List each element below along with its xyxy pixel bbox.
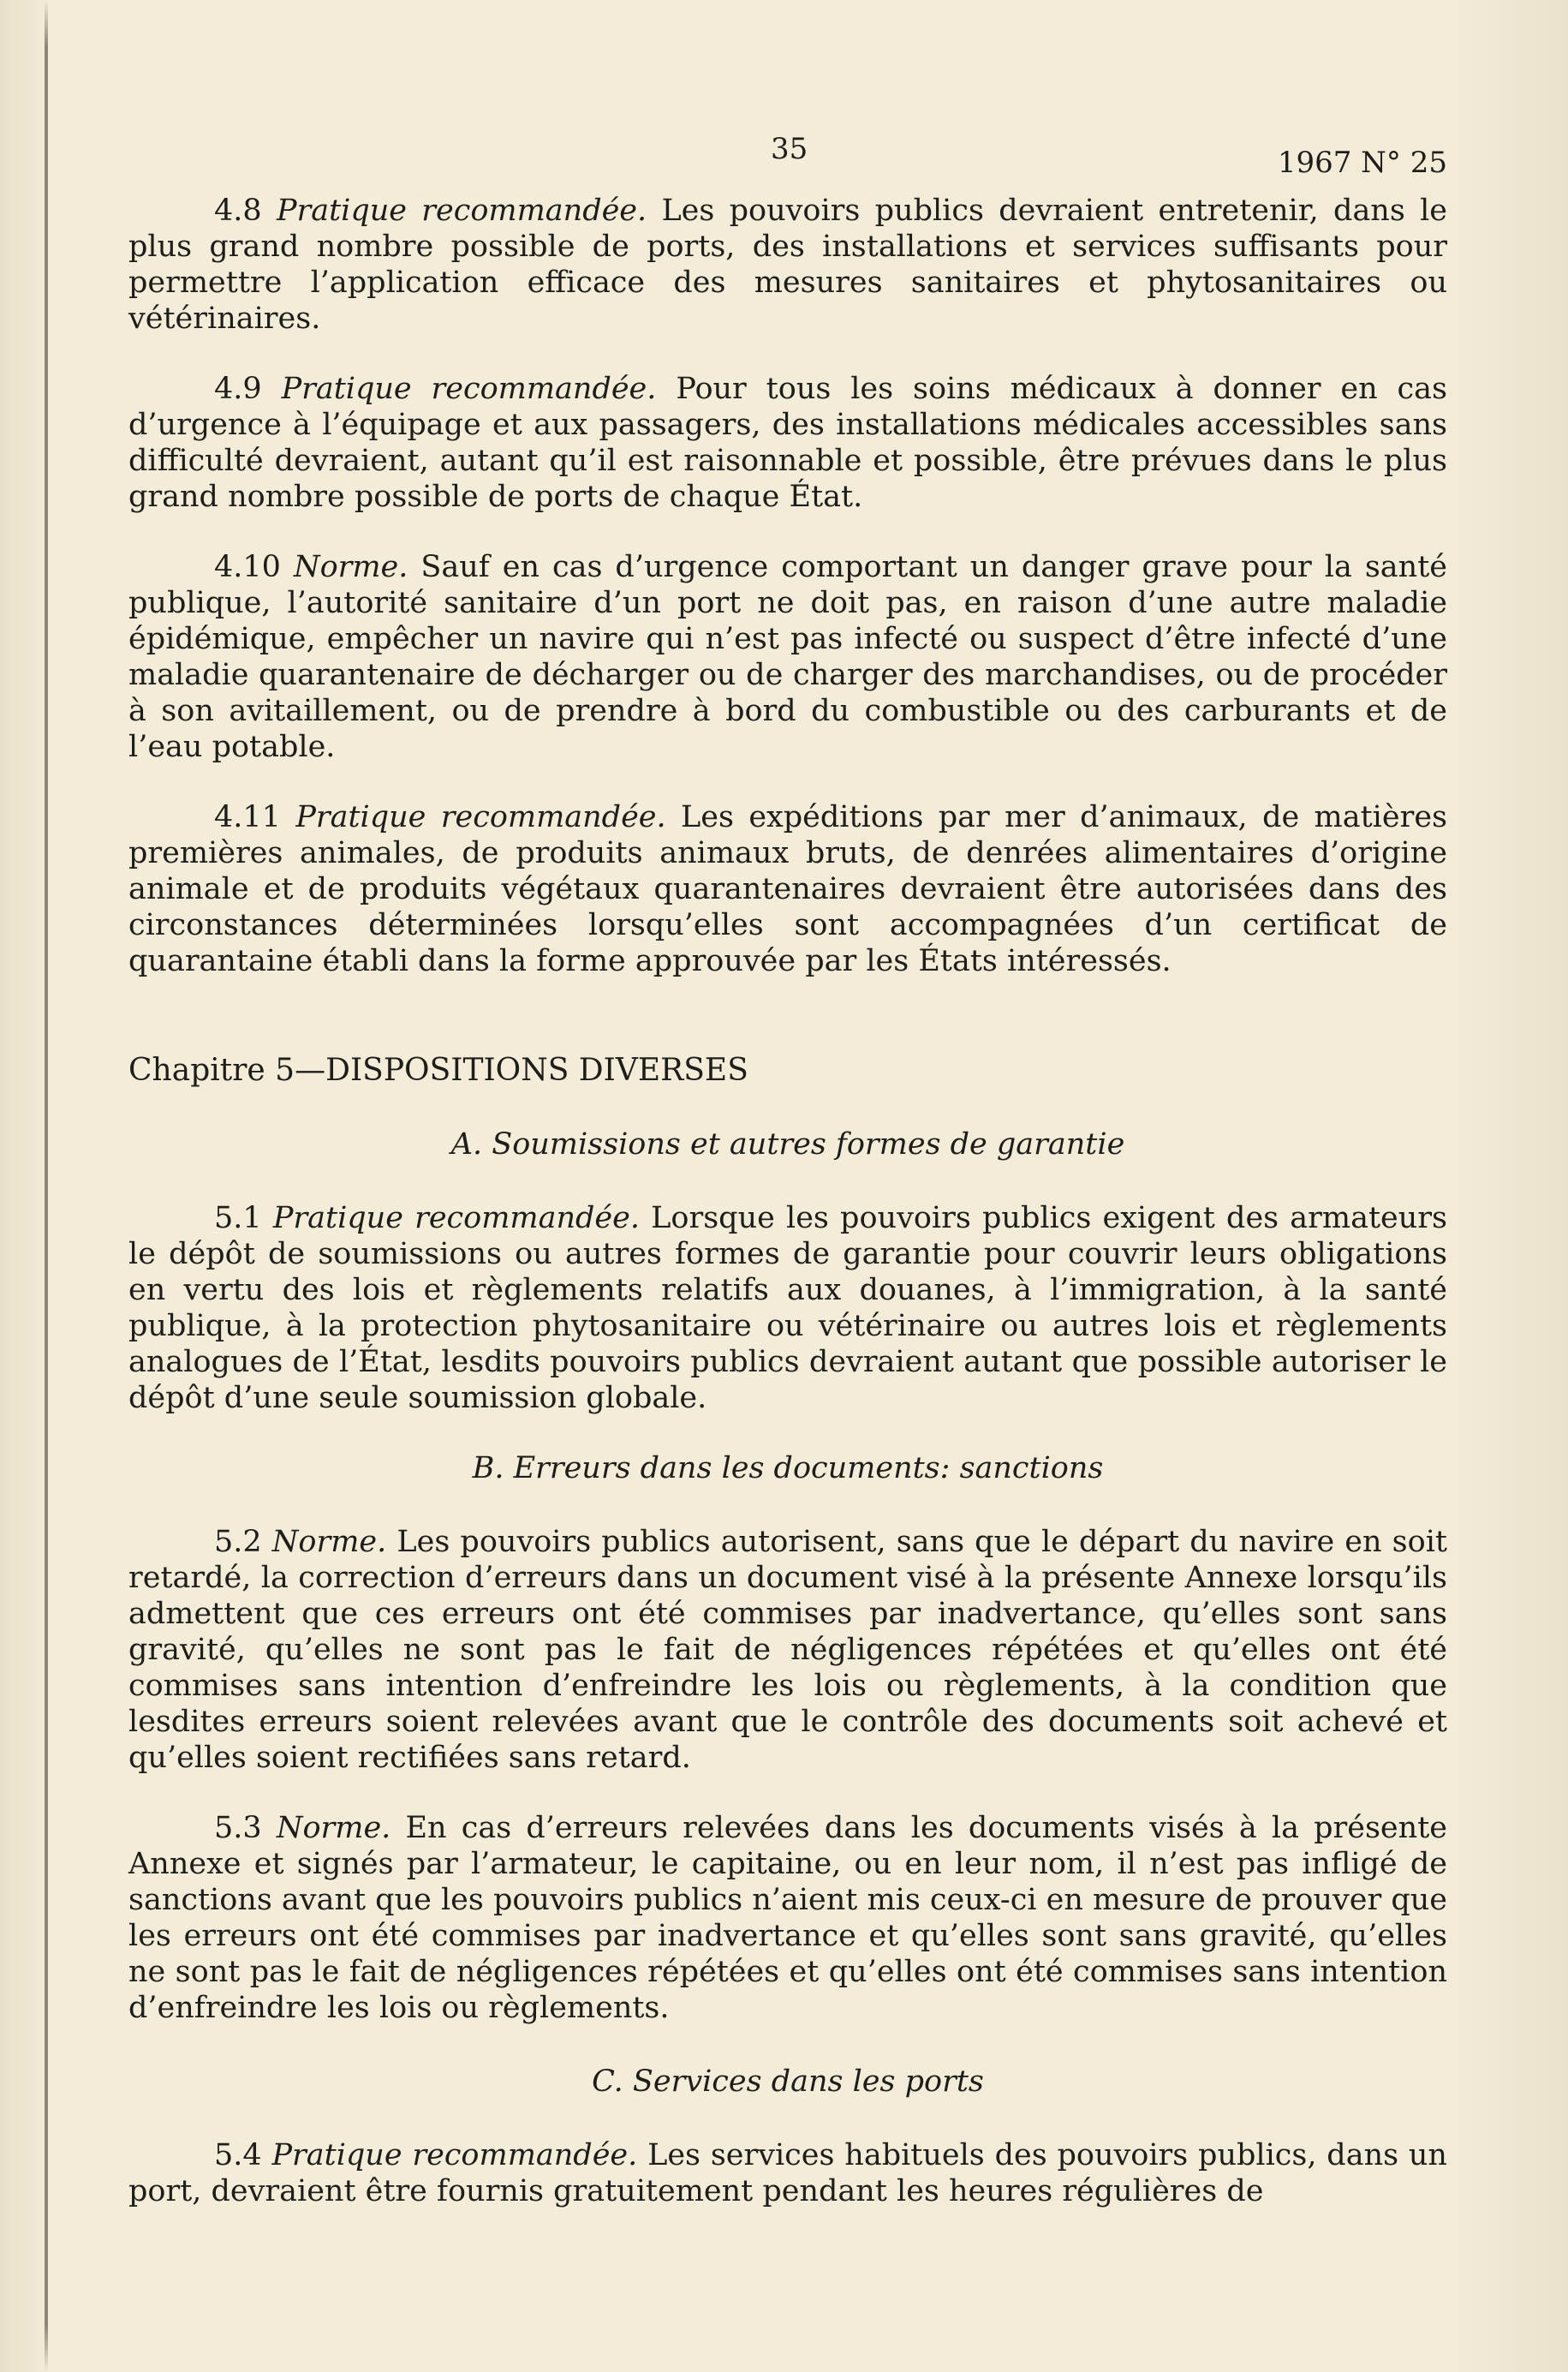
paragraph-5-4 bbox=[128, 2137, 1447, 2209]
paragraph-text: Lorsque les pouvoirs publics exigent des armateurs le dépôt de soumissions ou autres formes de garantie pour couvrir leurs obligations en vertu des lois et règlements relatifs aux douanes, à l’immigration, à la santé publique, à la protection phytosanitaire ou vétérinaire ou autres lois et règlements analogues de l’État, lesdits pouvoirs publics devraient autant que possible autoriser le dépôt d’une seule soumission globale. bbox=[128, 1201, 1447, 1415]
paragraph-number: 4.10 bbox=[214, 550, 281, 584]
paragraph-number: 5.1 bbox=[214, 1201, 262, 1235]
paragraph-kind: Pratique recommandée. bbox=[272, 1201, 640, 1235]
section-heading-b: B. Erreurs dans les documents: sanctions bbox=[472, 1451, 1104, 1485]
paragraph-kind: Pratique recommandée. bbox=[295, 800, 666, 834]
paragraph-number: 4.11 bbox=[214, 800, 281, 834]
paragraph-kind: Pratique recommandée. bbox=[271, 2138, 638, 2172]
paragraph-kind: Norme. bbox=[276, 1811, 391, 1845]
paragraph-kind: Pratique recommandée. bbox=[281, 372, 657, 406]
binding-edge-line bbox=[45, 0, 48, 2372]
paragraph-text: Sauf en cas d’urgence comportant un danger grave pour la santé publique, l’autorité sanitaire d’un port ne doit pas, en raison d’une autre maladie épidémique, empêcher un navire qui n’est pas infecté ou suspect d’être infecté d’une maladie quarantenaire de décharger ou de charger des marchandises, ou de procéder à son avitaillement, ou de prendre à bord du combustible ou des carburants et de l’eau potable. bbox=[128, 550, 1447, 764]
paragraph-5-3 bbox=[128, 1810, 1447, 2026]
paragraph-4-9 bbox=[128, 371, 1447, 515]
paragraph-text: Pour tous les soins médicaux à donner en cas d’urgence à l’équipage et aux passagers, des installations médicales accessibles sans difficulté devraient, autant qu’il est raisonnable et possible, être prévues dans le plus grand nombre possible de ports de chaque État. bbox=[128, 372, 1447, 514]
paragraph-kind: Norme. bbox=[271, 1525, 387, 1559]
section-heading-c: C. Services dans les ports bbox=[592, 2064, 984, 2099]
page-number: 35 bbox=[771, 132, 808, 166]
paragraph-text: Les services habituels des pouvoirs publics, dans un port, devraient être fournis gratuitement pendant les heures régulières de bbox=[128, 2138, 1447, 2208]
paragraph-kind: Norme. bbox=[293, 550, 408, 584]
paragraph-text: Les pouvoirs publics autorisent, sans que le départ du navire en soit retardé, la correction d’erreurs dans un document visé à la présente Annexe lorsqu’ils admettent que ces erreurs ont été commises par inadvertance, qu’elles sont sans gravité, qu’elles ne sont pas le fait de négligences répétées et qu’elles ont été commises sans intention d’enfreindre les lois ou règlements, à la condition que lesdites erreurs soient relevées avant que le contrôle des documents soit achevé et qu’elles soient rectifiées sans retard. bbox=[128, 1525, 1447, 1775]
paragraph-5-2 bbox=[128, 1524, 1447, 1776]
paragraph-4-11 bbox=[128, 799, 1447, 979]
section-heading-a: A. Soumissions et autres formes de garantie bbox=[450, 1127, 1125, 1162]
paragraph-number: 5.4 bbox=[214, 2138, 262, 2172]
chapter-heading: Chapitre 5—DISPOSITIONS DIVERSES bbox=[128, 1053, 748, 1088]
page-header bbox=[128, 128, 1447, 180]
paragraph-kind: Pratique recommandée. bbox=[276, 194, 647, 228]
paragraph-number: 5.2 bbox=[214, 1525, 262, 1559]
paragraph-text: Les pouvoirs publics devraient entretenir, dans le plus grand nombre possible de ports, des installations et services suffisants pour permettre l’application efficace des mesures sanitaires et phytosanitaires ou vétérinaires. bbox=[128, 194, 1447, 336]
document-reference: 1967 N° 25 bbox=[1277, 146, 1447, 180]
paragraph-text: Les expéditions par mer d’animaux, de matières premières animales, de produits animaux bruts, de denrées alimentaires d’origine animale et de produits végétaux quarantenaires devraient être autorisées dans des circonstances déterminées lorsqu’elles sont accompagnées d’un certificat de quarantaine établi dans la forme approuvée par les États intéressés. bbox=[128, 800, 1447, 978]
paragraph-number: 4.9 bbox=[214, 372, 262, 406]
paragraph-text: En cas d’erreurs relevées dans les documents visés à la présente Annexe et signés par l’armateur, le capitaine, ou en leur nom, il n’est pas infligé de sanctions avant que les pouvoirs publics n’aient mis ceux-ci en mesure de prouver que les erreurs ont été commises par inadvertance et qu’elles sont sans gravité, qu’elles ne sont pas le fait de négligences répétées et qu’elles ont été commises sans intention d’enfreindre les lois ou règlements. bbox=[128, 1811, 1447, 2025]
paragraph-5-1 bbox=[128, 1200, 1447, 1416]
paragraph-number: 4.8 bbox=[214, 194, 262, 228]
paragraph-number: 5.3 bbox=[214, 1811, 262, 1845]
page-body bbox=[128, 193, 1447, 2244]
paragraph-4-8 bbox=[128, 193, 1447, 337]
paragraph-4-10 bbox=[128, 549, 1447, 765]
